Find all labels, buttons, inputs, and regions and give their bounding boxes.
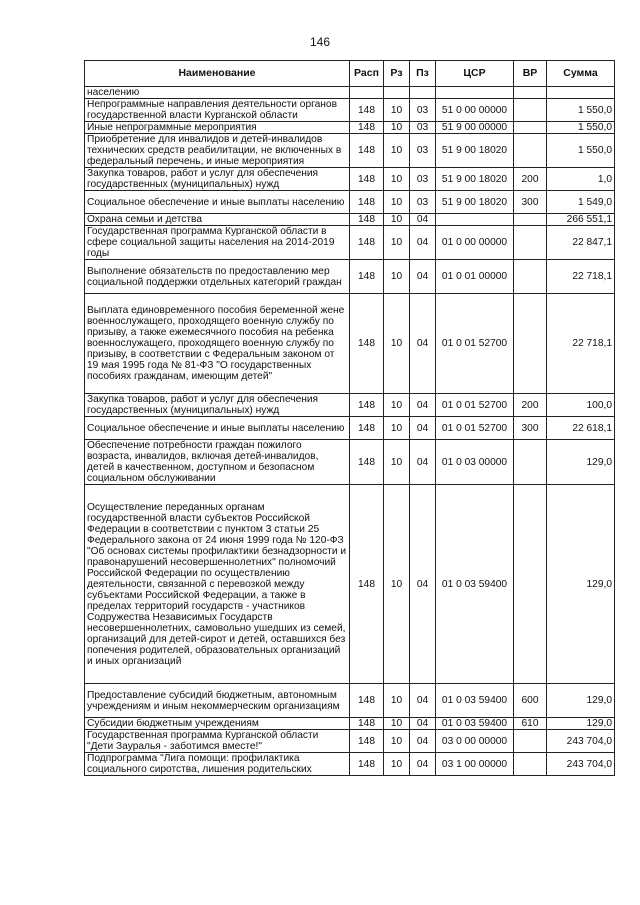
cell-rz: 10 <box>384 214 410 226</box>
cell-name: Обеспечение потребности граждан пожилого возраста, инвалидов, включая детей-инвалидов, детей в качественном, доступном и безопасном социальном обслуживании <box>85 440 350 485</box>
cell-vr: 600 <box>514 684 547 718</box>
table-row <box>85 730 615 753</box>
cell-rasp: 148 <box>350 191 384 214</box>
cell-csr: 01 0 01 52700 <box>436 394 514 417</box>
cell-pz: 04 <box>410 684 436 718</box>
cell-name: Социальное обеспечение и иные выплаты населению <box>85 417 350 440</box>
table-row <box>85 440 615 485</box>
cell-pz: 04 <box>410 440 436 485</box>
cell-name: Предоставление субсидий бюджетным, автономным учреждениям и иным некоммерческим организациям <box>85 684 350 718</box>
cell-vr <box>514 226 547 260</box>
cell-sum: 243 704,0 <box>547 753 615 776</box>
cell-vr: 300 <box>514 191 547 214</box>
table-row <box>85 168 615 191</box>
cell-sum: 129,0 <box>547 684 615 718</box>
table-row <box>85 226 615 260</box>
cell-name: Субсидии бюджетным учреждениям <box>85 718 350 730</box>
cell-rz: 10 <box>384 730 410 753</box>
cell-sum: 1 550,0 <box>547 122 615 134</box>
cell-rasp <box>350 87 384 99</box>
cell-vr <box>514 485 547 684</box>
cell-rasp: 148 <box>350 417 384 440</box>
cell-pz: 03 <box>410 168 436 191</box>
cell-sum: 1 550,0 <box>547 134 615 168</box>
cell-rz: 10 <box>384 718 410 730</box>
table-row <box>85 87 615 99</box>
cell-rz: 10 <box>384 260 410 294</box>
cell-pz: 04 <box>410 753 436 776</box>
cell-vr <box>514 753 547 776</box>
cell-name: Приобретение для инвалидов и детей-инвалидов технических средств реабилитации, не включенных в федеральный перечень, и иные мероприятия <box>85 134 350 168</box>
table-row <box>85 214 615 226</box>
cell-rasp: 148 <box>350 753 384 776</box>
cell-vr: 200 <box>514 394 547 417</box>
table-row <box>85 260 615 294</box>
table-row <box>85 753 615 776</box>
table-row <box>85 417 615 440</box>
cell-rasp: 148 <box>350 440 384 485</box>
header-rasp: Расп <box>350 61 384 87</box>
cell-sum: 1,0 <box>547 168 615 191</box>
table-body <box>85 87 615 776</box>
cell-csr: 51 9 00 18020 <box>436 134 514 168</box>
cell-csr: 51 9 00 18020 <box>436 191 514 214</box>
cell-csr: 01 0 00 00000 <box>436 226 514 260</box>
cell-name: Выплата единовременного пособия беременной жене военнослужащего, проходящего военную службу по призыву, а также ежемесячного пособия на ребенка военнослужащего, проходящего военную службу по призыву, в соответствии с Федеральным законом от 19 мая 1995 года № 81-ФЗ "О государственных пособиях гражданам, имеющим детей" <box>85 294 350 394</box>
cell-sum: 1 550,0 <box>547 99 615 122</box>
cell-vr <box>514 730 547 753</box>
cell-rz: 10 <box>384 684 410 718</box>
table-row <box>85 191 615 214</box>
header-sum: Сумма <box>547 61 615 87</box>
table-header-row <box>85 61 615 87</box>
cell-rz: 10 <box>384 168 410 191</box>
header-pz: Пз <box>410 61 436 87</box>
cell-pz: 04 <box>410 214 436 226</box>
cell-vr <box>514 294 547 394</box>
cell-name: Иные непрограммные мероприятия <box>85 122 350 134</box>
header-name: Наименование <box>85 61 350 87</box>
cell-rasp: 148 <box>350 394 384 417</box>
cell-pz: 03 <box>410 191 436 214</box>
cell-sum: 243 704,0 <box>547 730 615 753</box>
cell-pz: 04 <box>410 485 436 684</box>
cell-sum: 1 549,0 <box>547 191 615 214</box>
cell-csr: 03 0 00 00000 <box>436 730 514 753</box>
cell-rasp: 148 <box>350 214 384 226</box>
cell-vr <box>514 87 547 99</box>
cell-sum <box>547 87 615 99</box>
cell-vr <box>514 122 547 134</box>
cell-sum: 100,0 <box>547 394 615 417</box>
cell-pz: 03 <box>410 99 436 122</box>
cell-rz: 10 <box>384 122 410 134</box>
budget-table <box>84 60 615 776</box>
cell-sum: 22 618,1 <box>547 417 615 440</box>
cell-pz: 04 <box>410 730 436 753</box>
cell-csr: 01 0 03 59400 <box>436 485 514 684</box>
cell-csr <box>436 214 514 226</box>
cell-pz: 04 <box>410 394 436 417</box>
table-row <box>85 99 615 122</box>
table-row <box>85 394 615 417</box>
cell-csr: 01 0 01 52700 <box>436 294 514 394</box>
table-row <box>85 684 615 718</box>
cell-name: Непрограммные направления деятельности органов государственной власти Курганской области <box>85 99 350 122</box>
cell-rz: 10 <box>384 417 410 440</box>
cell-pz: 04 <box>410 294 436 394</box>
cell-sum: 22 718,1 <box>547 260 615 294</box>
header-csr: ЦСР <box>436 61 514 87</box>
table-row <box>85 485 615 684</box>
cell-pz: 03 <box>410 122 436 134</box>
cell-vr <box>514 134 547 168</box>
cell-rasp: 148 <box>350 260 384 294</box>
cell-sum: 266 551,1 <box>547 214 615 226</box>
cell-csr: 51 9 00 00000 <box>436 122 514 134</box>
cell-csr: 01 0 01 00000 <box>436 260 514 294</box>
cell-name: Выполнение обязательств по предоставлению мер социальной поддержки отдельных категорий граждан <box>85 260 350 294</box>
cell-csr: 01 0 03 59400 <box>436 684 514 718</box>
cell-name: Государственная программа Курганской области "Дети Зауралья - заботимся вместе!" <box>85 730 350 753</box>
cell-vr <box>514 99 547 122</box>
cell-rz: 10 <box>384 753 410 776</box>
header-vr: ВР <box>514 61 547 87</box>
cell-pz <box>410 87 436 99</box>
cell-rasp: 148 <box>350 730 384 753</box>
cell-name: Социальное обеспечение и иные выплаты населению <box>85 191 350 214</box>
cell-pz: 04 <box>410 260 436 294</box>
cell-rasp: 148 <box>350 718 384 730</box>
cell-csr: 03 1 00 00000 <box>436 753 514 776</box>
cell-rz: 10 <box>384 99 410 122</box>
cell-rasp: 148 <box>350 294 384 394</box>
cell-pz: 03 <box>410 134 436 168</box>
table-row <box>85 122 615 134</box>
cell-csr <box>436 87 514 99</box>
cell-name: Осуществление переданных органам государственной власти субъектов Российской Федерации в соответствии с пунктом 3 статьи 25 Федерального закона от 24 июня 1999 года № 120-ФЗ "Об основах системы профилактики безнадзорности и правонарушений несовершеннолетних" полномочий Российской Федерации по осуществлению деятельности, связанной с перевозкой между субъектами Российской Федерации, а также в пределах территорий государств - участников Содружества Независимых Государств несовершеннолетних, самовольно ушедших из семей, организаций для детей-сирот и детей, оставшихся без попечения родителей, образовательных организаций и иных организаций <box>85 485 350 684</box>
cell-vr: 300 <box>514 417 547 440</box>
cell-rz: 10 <box>384 440 410 485</box>
cell-pz: 04 <box>410 417 436 440</box>
cell-name: Охрана семьи и детства <box>85 214 350 226</box>
header-rz: Рз <box>384 61 410 87</box>
cell-sum: 22 847,1 <box>547 226 615 260</box>
cell-sum: 129,0 <box>547 718 615 730</box>
cell-vr: 200 <box>514 168 547 191</box>
table-row <box>85 294 615 394</box>
cell-rz: 10 <box>384 134 410 168</box>
cell-name: Закупка товаров, работ и услуг для обеспечения государственных (муниципальных) нужд <box>85 168 350 191</box>
cell-rz: 10 <box>384 294 410 394</box>
cell-rz: 10 <box>384 485 410 684</box>
cell-rasp: 148 <box>350 168 384 191</box>
cell-csr: 01 0 03 59400 <box>436 718 514 730</box>
cell-csr: 51 9 00 18020 <box>436 168 514 191</box>
cell-name: Закупка товаров, работ и услуг для обеспечения государственных (муниципальных) нужд <box>85 394 350 417</box>
cell-vr: 610 <box>514 718 547 730</box>
cell-rasp: 148 <box>350 134 384 168</box>
cell-sum: 129,0 <box>547 440 615 485</box>
cell-csr: 01 0 01 52700 <box>436 417 514 440</box>
cell-rasp: 148 <box>350 226 384 260</box>
cell-sum: 129,0 <box>547 485 615 684</box>
cell-rasp: 148 <box>350 122 384 134</box>
table-row <box>85 134 615 168</box>
cell-rz: 10 <box>384 191 410 214</box>
cell-rz: 10 <box>384 226 410 260</box>
cell-pz: 04 <box>410 226 436 260</box>
cell-rasp: 148 <box>350 485 384 684</box>
cell-rasp: 148 <box>350 99 384 122</box>
table-row <box>85 718 615 730</box>
cell-sum: 22 718,1 <box>547 294 615 394</box>
cell-name: Подпрограмма "Лига помощи: профилактика социального сиротства, лишения родительских <box>85 753 350 776</box>
cell-name: населению <box>85 87 350 99</box>
cell-vr <box>514 214 547 226</box>
cell-name: Государственная программа Курганской области в сфере социальной защиты населения на 2014-2019 годы <box>85 226 350 260</box>
cell-pz: 04 <box>410 718 436 730</box>
cell-rz <box>384 87 410 99</box>
page-number: 146 <box>309 35 331 49</box>
cell-csr: 01 0 03 00000 <box>436 440 514 485</box>
cell-vr <box>514 440 547 485</box>
cell-csr: 51 0 00 00000 <box>436 99 514 122</box>
cell-rz: 10 <box>384 394 410 417</box>
cell-vr <box>514 260 547 294</box>
cell-rasp: 148 <box>350 684 384 718</box>
